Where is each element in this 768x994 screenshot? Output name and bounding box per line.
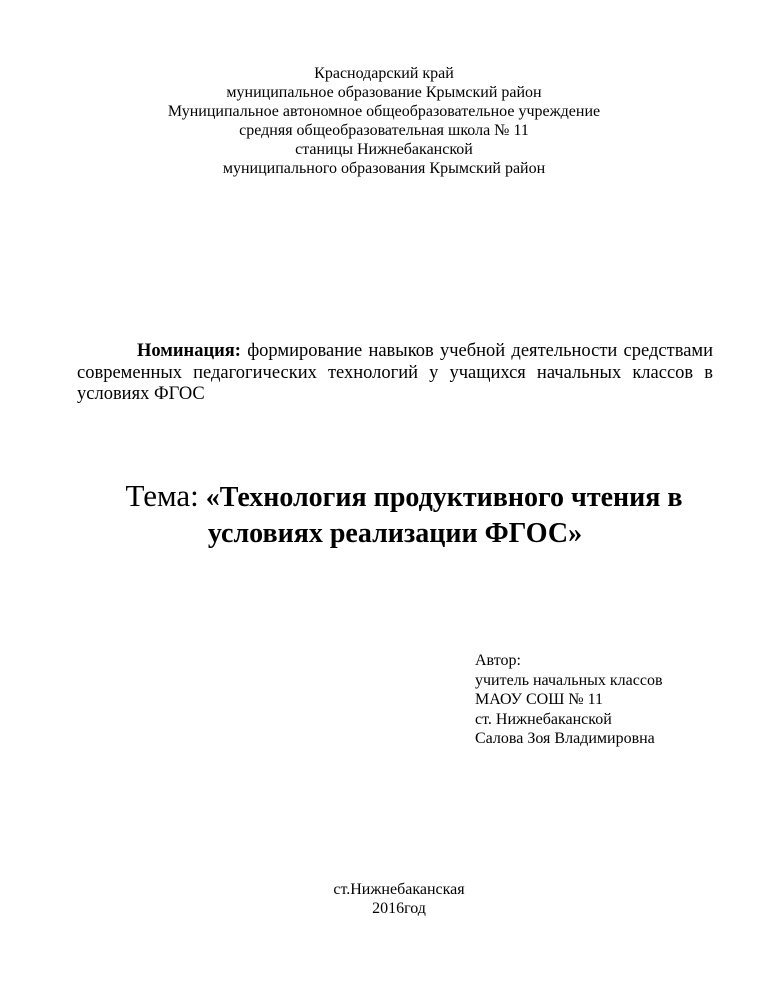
footer-block	[0, 880, 768, 918]
header-line-institution-type: Муниципальное автономное общеобразовательное учреждение	[167, 103, 601, 120]
author-block	[475, 651, 663, 749]
header-line-school: средняя общеобразовательная школа № 11	[239, 122, 529, 139]
header-line-region: Краснодарский край	[314, 65, 454, 82]
topic-title-part-1: «Технология продуктивного чтения в	[205, 482, 683, 513]
header-line-municipal-formation: муниципального образования Крымский район	[222, 160, 546, 177]
header-line-municipality: муниципальное образование Крымский район	[226, 84, 542, 101]
footer-place: ст.Нижнебаканская	[333, 881, 465, 898]
topic-title	[0, 478, 768, 552]
topic-line-1	[0, 478, 768, 516]
author-school: МАОУ СОШ № 11	[475, 691, 604, 708]
footer-year: 2016год	[372, 900, 426, 917]
author-label: Автор:	[475, 652, 521, 669]
nomination-paragraph	[77, 341, 713, 406]
author-name: Салова Зоя Владимировна	[475, 730, 655, 747]
nomination-text: формирование навыков учебной деятельности средствами современных педагогических технологий у учащихся начальных классов в условиях ФГОС	[77, 341, 714, 404]
author-position: учитель начальных классов	[475, 671, 663, 689]
header-line-village: станицы Нижнебаканской	[295, 141, 473, 158]
nomination-label: Номинация:	[137, 341, 241, 361]
topic-label: Тема:	[125, 478, 199, 513]
institution-header	[0, 64, 768, 178]
author-village: ст. Нижнебаканской	[475, 710, 612, 728]
topic-title-part-2: условиях реализации ФГОС»	[207, 518, 583, 549]
